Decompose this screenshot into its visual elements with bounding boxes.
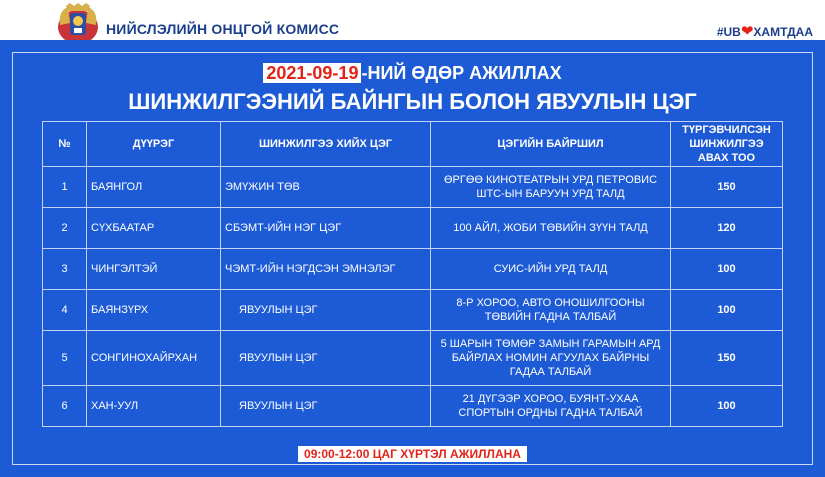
testing-point-cell: СБЭМТ-ИЙН НЭГ ЦЭГ [221, 208, 431, 249]
column-header-location: ЦЭГИЙН БАЙРШИЛ [431, 122, 671, 167]
schedule-board [0, 40, 825, 477]
table-row [43, 167, 783, 208]
title-line-1 [0, 62, 825, 84]
location-cell: СУИС-ИЙН УРД ТАЛД [431, 249, 671, 290]
quantity-cell: 100 [671, 290, 783, 331]
badge-prefix: #UB [716, 25, 741, 39]
testing-point-cell: ЧЭМТ-ИЙН НЭГДСЭН ЭМНЭЛЭГ [221, 249, 431, 290]
column-header-point: ШИНЖИЛГЭЭ ХИЙХ ЦЭГ [221, 122, 431, 167]
row-number: 6 [43, 386, 87, 427]
badge-suffix: ХАМТДАА [753, 25, 813, 39]
location-cell: ӨРГӨӨ КИНОТЕАТРЫН УРД ПЕТРОВИС ШТС-ЫН БАРУУН УРД ТАЛД [431, 167, 671, 208]
testing-point-cell [221, 290, 431, 331]
column-header-district: ДҮҮРЭГ [87, 122, 221, 167]
column-header-quantity: ТҮРГЭВЧИЛСЭН ШИНЖИЛГЭЭ АВАХ ТОО [671, 122, 783, 167]
quantity-cell: 150 [671, 331, 783, 386]
quantity-cell: 100 [671, 249, 783, 290]
row-number: 2 [43, 208, 87, 249]
testing-point-text: ЯВУУЛЫН ЦЭГ [239, 304, 318, 316]
table-header-row [43, 122, 783, 167]
date-highlight: 2021-09-19 [263, 63, 361, 83]
row-number: 5 [43, 331, 87, 386]
district-cell: БАЯНЗҮРХ [87, 290, 221, 331]
quantity-cell: 150 [671, 167, 783, 208]
working-hours-footer [0, 445, 825, 463]
title-line-2: ШИНЖИЛГЭЭНИЙ БАЙНГЫН БОЛОН ЯВУУЛЫН ЦЭГ [128, 89, 697, 114]
ub-hamtdaa-badge [717, 25, 813, 39]
testing-points-table [42, 121, 783, 427]
table-row [43, 386, 783, 427]
organization-name: НИЙСЛЭЛИЙН ОНЦГОЙ КОМИСС [106, 21, 340, 37]
district-cell: БАЯНГОЛ [87, 167, 221, 208]
location-cell: 21 ДҮГЭЭР ХОРОО, БУЯНТ-УХАА СПОРТЫН ОРДНЫ ГАДНА ТАЛБАЙ [431, 386, 671, 427]
quantity-cell: 120 [671, 208, 783, 249]
quantity-cell: 100 [671, 386, 783, 427]
table-row [43, 290, 783, 331]
ulaanbaatar-coat-of-arms-icon [56, 3, 100, 45]
table-row [43, 208, 783, 249]
row-number: 1 [43, 167, 87, 208]
table-row [43, 331, 783, 386]
testing-point-text: ЯВУУЛЫН ЦЭГ [239, 352, 318, 364]
district-cell: СҮХБААТАР [87, 208, 221, 249]
column-header-num: № [43, 122, 87, 167]
location-cell: 5 ШАРЫН ТӨМӨР ЗАМЫН ГАРАМЫН АРД БАЙРЛАХ НОМИН АГУУЛАХ БАЙРНЫ ГАДАА ТАЛБАЙ [431, 331, 671, 386]
district-cell: ХАН-УУЛ [87, 386, 221, 427]
location-cell: 8-Р ХОРОО, АВТО ОНОШИЛГООНЫ ТӨВИЙН ГАДНА ТАЛБАЙ [431, 290, 671, 331]
testing-point-cell [221, 386, 431, 427]
testing-point-cell: ЭМҮЖИН ТӨВ [221, 167, 431, 208]
header-bar [0, 0, 825, 38]
testing-point-text: ЯВУУЛЫН ЦЭГ [239, 400, 318, 412]
title-line-1-text: -НИЙ ӨДӨР АЖИЛЛАХ [361, 63, 562, 83]
row-number: 4 [43, 290, 87, 331]
district-cell: ЧИНГЭЛТЭЙ [87, 249, 221, 290]
location-cell: 100 АЙЛ, ЖОБИ ТӨВИЙН ЗҮҮН ТАЛД [431, 208, 671, 249]
table-row [43, 249, 783, 290]
working-hours-text: 09:00-12:00 ЦАГ ХҮРТЭЛ АЖИЛЛАНА [298, 446, 527, 462]
district-cell: СОНГИНОХАЙРХАН [87, 331, 221, 386]
heart-icon: ❤ [740, 23, 754, 40]
testing-point-cell [221, 331, 431, 386]
row-number: 3 [43, 249, 87, 290]
